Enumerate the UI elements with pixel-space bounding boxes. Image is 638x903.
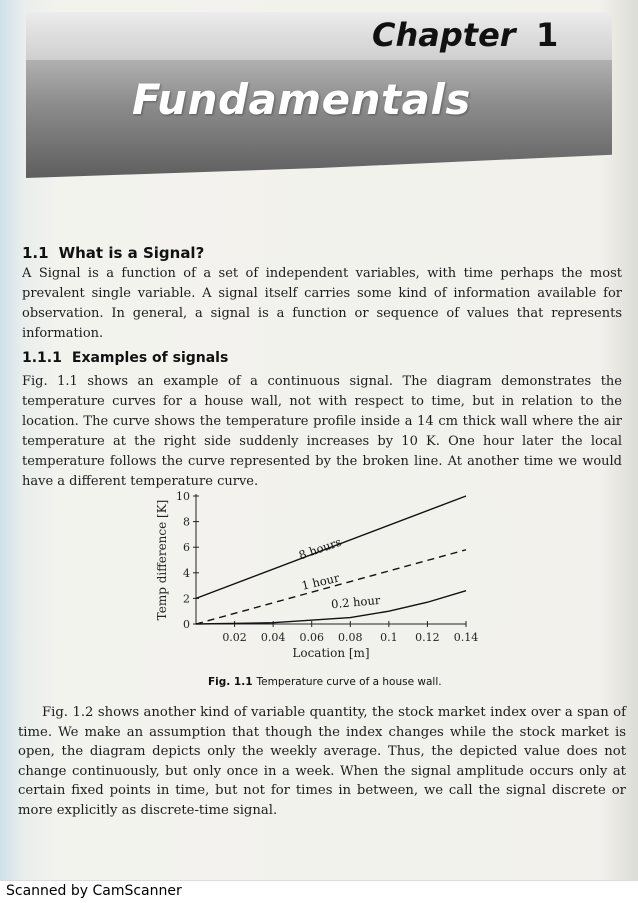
x-axis-title: Location [m]: [292, 646, 370, 660]
chapter-label: Chapter: [372, 16, 516, 54]
chapter-number: 1: [536, 16, 559, 54]
subsection-number: 1.1.1: [22, 350, 62, 366]
x-tick-label: 0.12: [415, 631, 440, 644]
series-label-1-hour: 1 hour: [300, 570, 341, 593]
section-heading-1-1-1: [22, 350, 228, 366]
x-tick-label: 0.1: [380, 631, 398, 644]
figure-caption-label: Fig. 1.1: [208, 676, 253, 688]
section-1-1-1-paragraph: Fig. 1.1 shows an example of a continuous signal. The diagram demonstrates the temperature curves for a house wall, not with respect to time, but in relation to the location. The curve shows the temperature profile inside a 14 cm thick wall where the air temperature at the right side suddenly increases by 10 K. One hour later the local temperature follows the curve represented by the broken line. At another time we would have a different temperature curve.: [22, 374, 622, 489]
chapter-banner-top: [26, 12, 612, 60]
section-fig-1-2-paragraph: Fig. 1.2 shows another kind of variable quantity, the stock market index over a span of time. We make an assumption that though the index changes while the stock market is open, the diagram depicts only the weekly average. Thus, the depicted value does not change continuously, but only once in a week. When the signal amplitude occurs only at certain fixed points in time, but not for times in between, we call the signal discrete or more explicitly as discrete-time signal.: [18, 705, 626, 818]
temperature-chart: [150, 484, 490, 666]
subsection-title: Examples of signals: [71, 350, 229, 366]
scanner-watermark: Scanned by CamScanner: [6, 883, 182, 899]
series-label-0-2-hour: 0.2 hour: [330, 592, 381, 612]
y-tick-label: 6: [183, 541, 190, 555]
y-axis-title: Temp difference [K]: [155, 499, 169, 621]
x-tick-label: 0.02: [222, 631, 247, 644]
x-tick-label: 0.08: [338, 631, 363, 644]
series-label-8-hours: 8 hours: [296, 534, 344, 563]
figure-caption-text: Temperature curve of a house wall.: [256, 676, 442, 688]
x-tick-label: 0.06: [299, 631, 324, 644]
section-title: What is a Signal?: [58, 244, 205, 262]
x-tick-label: 0.14: [453, 631, 479, 644]
y-tick-label: 0: [183, 618, 190, 631]
section-number: 1.1: [22, 244, 49, 262]
y-tick-label: 2: [183, 592, 190, 606]
y-tick-label: 4: [183, 566, 190, 580]
series-line-1-hour: [196, 550, 466, 624]
section-1-1-paragraph: A Signal is a function of a set of independent variables, with time perhaps the most prevalent single variable. A signal itself carries some kind of information available for observation. In general, a signal is a function or sequence of values that represents information.: [22, 266, 622, 341]
figure-caption: [208, 676, 442, 688]
scanner-footer: [0, 880, 638, 903]
y-tick-label: 8: [183, 515, 190, 529]
x-tick-label: 0.04: [260, 631, 286, 644]
chapter-title: Fundamentals: [132, 75, 471, 124]
section-heading-1-1: [22, 244, 204, 262]
y-tick-label: 10: [176, 490, 190, 503]
